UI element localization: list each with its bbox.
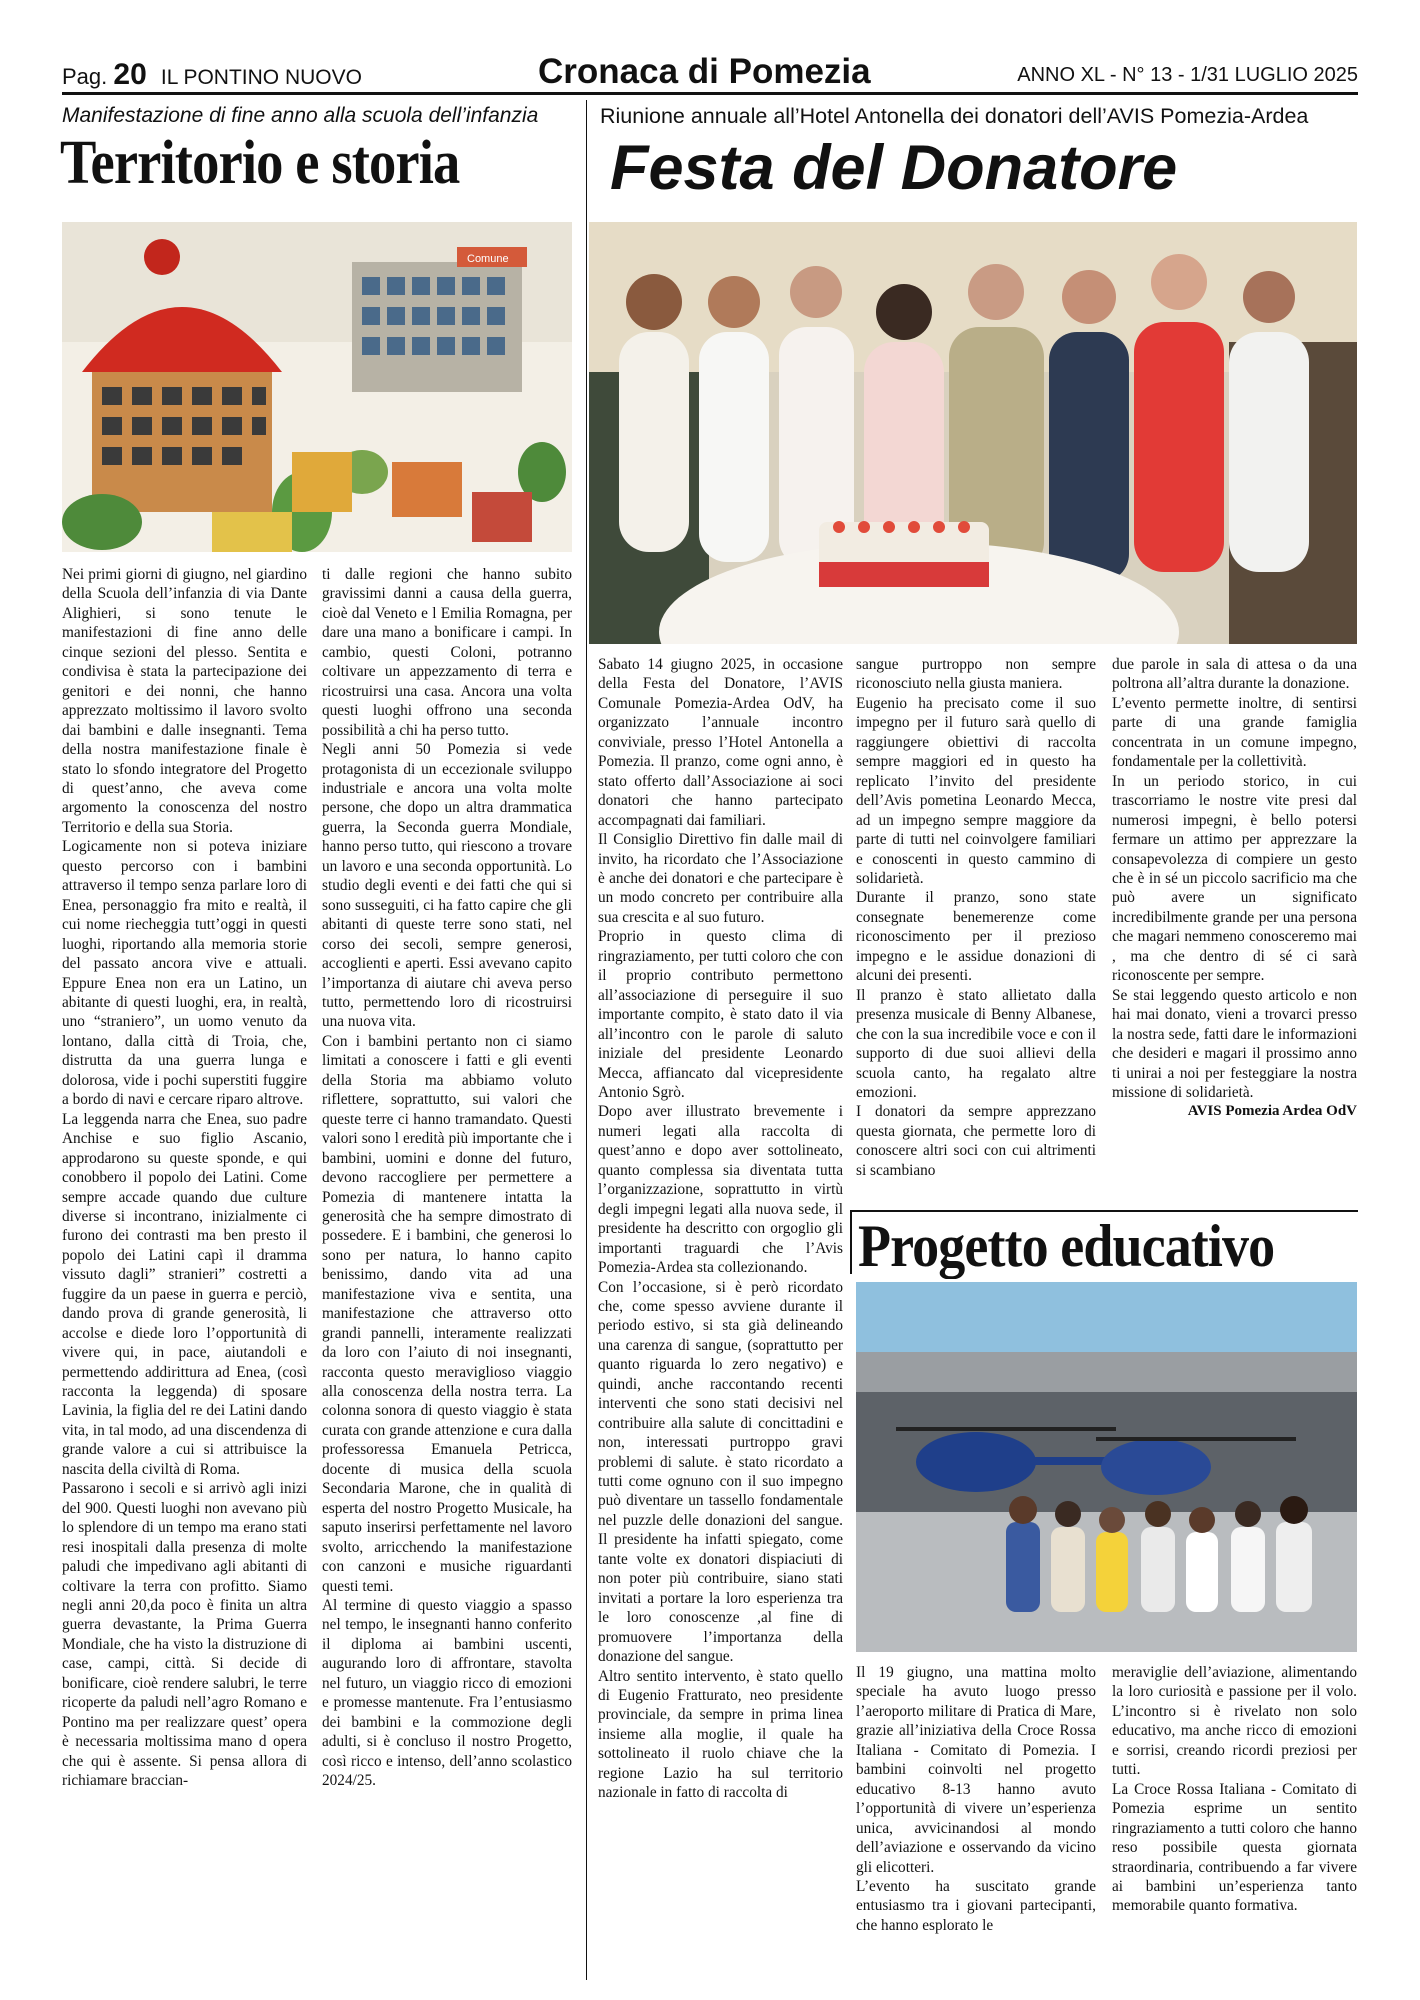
right-col-2: [856, 655, 1096, 1195]
helicopter-photo: [856, 1282, 1357, 1652]
paragraph: Logicamente non si poteva iniziare questo percorso con i bambini attraverso il tempo senza parlare loro di Enea, personaggio fra mito e realtà, il cui nome riecheggia tutt’oggi in questi luoghi, riportando alla memoria storie del passato ancora vive e attuali. Eppure Enea non era un Latino, un abitante di questi luoghi, era, in realtà, uno “straniero”, un uomo venuto da lontano, dalla città di Troia, che, distrutta da una guerra lunga e dolorosa, vide i pochi superstiti fuggire a bordo di navi e cercare riparo altrove.: [62, 838, 307, 1109]
left-col-2: [322, 565, 572, 1987]
signature: AVIS Pomezia Ardea OdV: [1187, 1103, 1357, 1120]
vertical-divider: [586, 100, 587, 1980]
paragraph: Proprio in questo clima di ringraziamento, per tutti coloro che con il proprio contributo permettono all’associazione di perseguire il suo importante compito, è stato dato il via all’incontro con le parole di saluto iniziale del presidente Leonardo Mecca, affiancato dal vicepresidente Antonio Sgrò.: [598, 928, 843, 1101]
paragraph: Il pranzo è stato allietato dalla presenza musicale di Benny Albanese, che con la sua incredibile voce e con il supporto di due suoi allievi della scuola canto, ha regalato altre emozioni.: [856, 986, 1096, 1101]
right-headline: Festa del Donatore: [610, 133, 1178, 203]
paragraph: Nei primi giorni di giugno, nel giardino della Scuola dell’infanzia di via Dante Alighieri, si sono tenute le manifestazioni di fine anno delle cinque sezioni del plesso. Sentita e condivisa è stata la partecipazione dei genitori e dei nonni, che hanno apprezzato moltissimo il lavoro svolto dai bambini e dalle insegnanti. Tema della nostra manifestazione finale è stato lo sfondo integratore del Progetto di quest’anno, che aveva come argomento la conoscenza del nostro Territorio e della sua Storia.: [62, 566, 307, 836]
left-headline: Territorio e storia: [60, 129, 460, 197]
paragraph: In un periodo storico, in cui trascorriamo le nostre vite presi dal numerosi impegni, è bello potersi fermare un attimo per apprezzare la consapevolezza di compiere un gesto che è in sé un piccolo sacrificio ma che può avere un significato incredibilmente grande per una persona che magari nemmeno conosceremo mai , ma che dentro di sé ci sarà riconoscente per sempre.: [1112, 772, 1357, 985]
paragraph: Al termine di questo viaggio a spasso nel tempo, le insegnanti hanno conferito il diploma ai bambini uscenti, augurando loro di affrontare, stavolta nel futuro, un viaggio ricco di emozioni e promesse mantenute. Fra l’entusiasmo dei bambini e la commozione degli adulti, si è concluso il nostro Progetto, così ricco e intenso, dell’anno scolastico 2024/25.: [322, 1597, 572, 1790]
group-photo: [589, 222, 1357, 644]
page-number: 20: [113, 58, 147, 91]
paragraph: I donatori da sempre apprezzano questa giornata, che permette loro di conoscere altri soci con cui altrimenti si scambiano: [856, 1103, 1096, 1179]
paragraph: Con i bambini pertanto non ci siamo limitati a conoscere i fatti e gli eventi della Storia ma abbiamo voluto riflettere, soprattutto, sui valori che queste terre ci hanno tramandato. Questi valori sono l eredità più importante che i bambini, uomini e donne del futuro, devono raccogliere per permettere a Pomezia di mantenere intatta la generosità che ha sempre dimostrato di possedere. E i bambini, che generosi lo sono per natura, lo hanno capito benissimo, dando vita ad una manifestazione viva e sentita, una manifestazione che attraverso otto grandi pannelli, interamente realizzati da loro con l’aiuto di noi insegnanti, racconta questo meraviglioso viaggio alla conoscenza della nostra terra. La colonna sonora di questo viaggio è stata curata con grande attenzione e cura dalla professoressa Emanuela Petricca, docente di musica della scuola Secondaria Marone, che in qualità di esperta del nostro Progetto Musicale, ha saputo inserirsi perfettamente nel lavoro svolto, arricchendo la manifestazione con canzoni e musiche riguardanti questi temi.: [322, 1032, 572, 1595]
masthead-page: [62, 58, 362, 92]
masthead-rule: [62, 92, 1358, 95]
left-col-1: [62, 565, 307, 1987]
paragraph: Passarono i secoli e si arrivò agli inizi del 900. Questi luoghi non avevano più lo splendore di un tempo ma erano stati resi inospitali dalla presenza di molte paludi che impedivano agli abitanti di coltivare la terra con profitto. Siamo negli anni 20,da poco è finita un altra guerra devastante, la Prima Guerra Mondiale, che ha visto la distruzione di case, campi, città. Si decide di bonificare, cioè rendere salubri, le terre ricoperte da paludi nell’agro Romano e Pontino ma per realizzare quest’ opera è necessaria moltissima mano d opera che qui è assente. Si pensa allora di richiamare braccian-: [62, 1480, 307, 1790]
paragraph: Altro sentito intervento, è stato quello di Eugenio Fratturato, neo presidente provinciale, da sempre in prima linea insieme alla moglie, il quale ha sottolineato il ruolo chiave che la regione Lazio ha sul territorio nazionale in fatto di raccolta di: [598, 1667, 843, 1802]
page-label: Pag.: [62, 64, 108, 89]
paragraph: Se stai leggendo questo articolo e non hai mai donato, vieni a trovarci presso la nostra sede, fatti dare le informazioni che desideri e magari il prossimo anno ti unirai a noi per festeggiare la nostra missione di solidarietà.: [1112, 986, 1357, 1101]
paragraph: L’evento ha suscitato grande entusiasmo tra i giovani partecipanti, che hanno esplorato le: [856, 1877, 1096, 1934]
paragraph: Il 19 giugno, una mattina molto speciale ha avuto luogo presso l’aeroporto militare di Pratica di Mare, grazie all’iniziativa della Croce Rossa Italiana - Comitato di Pomezia. I bambini coinvolti nel progetto educativo 8-13 hanno avuto l’opportunità di vivere un’esperienza unica, avvicinandosi al mondo dell’aviazione e osservando da vicino gli elicotteri.: [856, 1664, 1096, 1876]
right-col-1: [598, 655, 843, 1987]
hangar-photo: [856, 1282, 1357, 1652]
drawing-sign: Comune: [467, 253, 509, 265]
paragraph: Durante il pranzo, sono state consegnate benemerenze come riconoscimento per il prezioso impegno e le assidue donazioni di alcuni dei presenti.: [856, 889, 1096, 985]
right-col-3: [1112, 655, 1357, 1195]
paragraph: La leggenda narra che Enea, suo padre Anchise e suo figlio Ascanio, approdarono su queste sponde, e qui conobbero il popolo dei Latini. Come sempre accade quando due culture diverse si incontrano, inizialmente ci furono dei contrasti ma ben presto il popolo dei Latini capì il dramma vissuto dagli” stranieri” costretti a fuggire da un paese in guerra e perciò, dando prova di grande generosità, li accolse e diede loro l’opportunità di vivere qui, in pace, aiutandoli e permettendo addirittura ad Enea, (così racconta la leggenda) di sposare Lavinia, la figlia del re dei Latini dando vita, in tal modo, ad una discendenza di grande valore a cui si attribuisce la nascita della civiltà di Roma.: [62, 1110, 307, 1478]
left-kicker: Manifestazione di fine anno alla scuola dell’infanzia: [62, 104, 539, 127]
paragraph: ti dalle regioni che hanno subito gravissimi danni a causa della guerra, cioè dal Veneto e l Emilia Romagna, per dare una mano a bonificare i campi. In cambio, questi Coloni, potranno coltivare un appezzamento di terra e ricostruirsi una casa. Ancora una volta questi luoghi offrono una seconda possibilità a chi ha perso tutto.: [322, 566, 572, 739]
paper-name: IL PONTINO NUOVO: [160, 66, 362, 89]
donors-photo: [589, 222, 1357, 644]
drawing-photo: [62, 222, 572, 552]
paragraph: sangue purtroppo non sempre riconosciuto nella giusta maniera.: [856, 656, 1096, 693]
paragraph: L’evento permette inoltre, di sentirsi parte di una grande famiglia concentrata in un comune impegno, fondamentale per la collettività.: [1112, 694, 1357, 771]
paragraph: La Croce Rossa Italiana - Comitato di Pomezia esprime un sentito ringraziamento a tutti coloro che hanno reso possibile questa giornata straordinaria, contribuendo a far vivere ai bambini un’esperienza tanto memorabile quanto formativa.: [1112, 1780, 1357, 1915]
bottom-col-2: [1112, 1663, 1357, 1987]
paragraph: Eugenio ha precisato come il suo impegno per il futuro sarà quello di raggiungere obiettivi di raccolta sempre maggiori ed in questo ha replicato l’invito del presidente dell’Avis pometina Leonardo Mecca, ad un impegno sempre maggiore da parte di tutti nel coinvolgere familiari e conoscenti in questo cammino di solidarietà.: [856, 694, 1096, 887]
right-kicker: Riunione annuale all’Hotel Antonella dei donatori dell’AVIS Pomezia-Ardea: [600, 104, 1309, 128]
paragraph: Negli anni 50 Pomezia si vede protagonista di un eccezionale sviluppo industriale e ancora una volta molte persone, che dopo un altra drammatica guerra, la Seconda guerra Mondiale, hanno perso tutto, qui riescono a trovare un lavoro e una seconda opportunità. Lo studio degli eventi e dei fatti che qui si sono susseguiti, ci ha fatto capire che gli abitanti di queste terre sono stati, nel corso dei secoli, sempre generosi, accoglienti e aperti. Essi avevano capito l’importanza di aiutare chi aveva perso tutto, permettendo loro di ricostruirsi una nuova vita.: [322, 741, 572, 1031]
paragraph: meraviglie dell’aviazione, alimentando la loro curiosità e passione per il volo. L’incontro si è rivelato non solo educativo, ma anche ricco di emozioni e sorrisi, creando ricordi preziosi per tutti.: [1112, 1664, 1357, 1779]
paragraph: Dopo aver illustrato brevemente i numeri legati alla raccolta di quest’anno e dopo aver sottolineato, quanto complessa sia diventata tutta l’organizzazione, soprattutto in virtù degli impegni legati alla nuova sede, il presidente ha descritto con orgoglio gli importanti traguardi che l’Avis Pomezia-Ardea sta collezionando.: [598, 1103, 843, 1277]
paragraph: Sabato 14 giugno 2025, in occasione della Festa del Donatore, l’AVIS Comunale Pomezia-Ardea OdV, ha organizzato l’annuale incontro conviviale, presso l’Hotel Antonella a Pomezia. Il pranzo, come ogni anno, è stato offerto dall’Associazione ai soci donatori che hanno partecipato accompagnati dai familiari.: [598, 656, 843, 829]
paragraph: Il Consiglio Direttivo fin dalle mail di invito, ha ricordato che l’Associazione è anche dei donatori e che partecipare è un modo concreto per contribuire alla sua crescita e al suo futuro.: [598, 831, 843, 926]
paragraph: Con l’occasione, si è però ricordato che, come spesso avviene durante il periodo estivo, si sta già delineando una carenza di sangue, (soprattutto per quanto riguarda lo zero negativo) e quindi, anche raccontando recenti interventi che sono stati decisivi nel contribuire alla salute di concittadini e non, interessati purtroppo gravi problemi di salute. è stato ricordato a tutti come ognuno con il suo impegno può diventare un tassello fondamentale nel puzzle delle donazioni del sangue. Il presidente ha infatti spiegato, come tante volte ex donatori dispiaciuti di non poter più contribuire, siano stati invitati a portare la loro esperienza tra le loro conoscenze ,al fine di promuovere l’importanza della donazione del sangue.: [598, 1278, 843, 1666]
paragraph: due parole in sala di attesa o da una poltrona all’altra durante la donazione.: [1112, 656, 1357, 693]
issue-info: ANNO XL - N° 13 - 1/31 LUGLIO 2025: [1017, 64, 1358, 86]
box-rule-left: [850, 1210, 852, 1274]
section-title: Cronaca di Pomezia: [538, 52, 871, 91]
bottom-headline: Progetto educativo: [858, 1213, 1275, 1279]
children-drawing: [62, 222, 572, 552]
bottom-col-1: [856, 1663, 1096, 1987]
